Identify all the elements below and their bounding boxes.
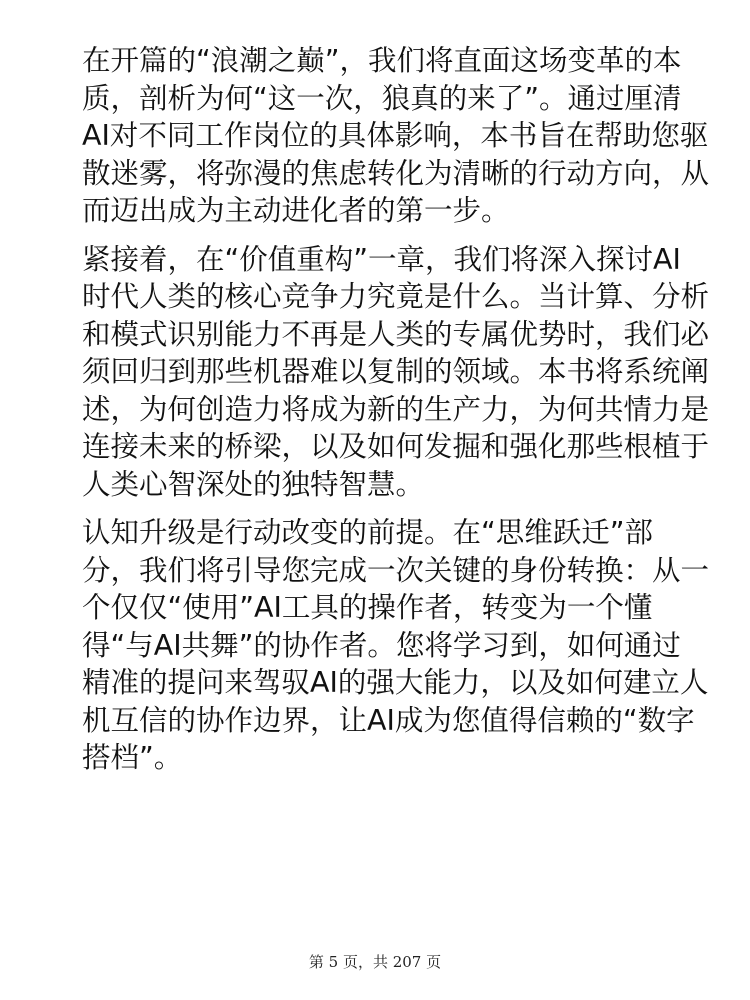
text-line: AI对不同工作岗位的具体影响，本书旨在帮助您驱: [82, 119, 709, 152]
text-line: 须回归到那些机器难以复制的领域。本书将系统阐: [82, 355, 710, 388]
text-line: 在开篇的“浪潮之巅”，我们将直面这场变革的本: [82, 44, 682, 77]
text-line: 分，我们将引导您完成一次关键的身份转换：从一: [82, 553, 710, 587]
paragraph-3: [82, 514, 710, 777]
text-line: 得“与AI共舞”的协作者。您将学习到，如何通过: [82, 628, 681, 662]
text-line: 和模式识别能力不再是人类的专属优势时，我们必: [82, 317, 710, 351]
text-line: 个仅仅“使用”AI工具的操作者，转变为一个懂: [82, 591, 653, 624]
text-line: 搭档”。: [82, 741, 183, 774]
text-line: 机互信的协作边界，让AI成为您值得信赖的“数字: [82, 703, 695, 737]
text-line: 述，为何创造力将成为新的生产力，为何共情力是: [82, 392, 710, 426]
page-number: 第 5 页，共 207 页: [308, 953, 442, 971]
text-line: 紧接着，在“价值重构”一章，我们将深入探讨AI: [82, 242, 681, 276]
paragraph-1: [82, 42, 710, 230]
text-line: 认知升级是行动改变的前提。在“思维跃迁”部: [82, 516, 654, 549]
text-line: 精准的提问来驾驭AI的强大能力，以及如何建立人: [82, 666, 709, 699]
document-body: [82, 42, 710, 788]
text-line: 散迷雾，将弥漫的焦虑转化为清晰的行动方向，从: [82, 156, 710, 190]
text-line: 人类心智深处的独特智慧。: [82, 467, 425, 501]
text-line: 质，剖析为何“这一次，狼真的来了”。通过厘清: [82, 81, 682, 115]
paragraph-2: [82, 241, 710, 504]
text-line: 时代人类的核心竞争力究竟是什么。当计算、分析: [82, 280, 710, 313]
text-line: 而迈出成为主动进化者的第一步。: [82, 194, 510, 227]
text-line: 连接未来的桥梁，以及如何发掘和强化那些根植于: [82, 430, 710, 463]
